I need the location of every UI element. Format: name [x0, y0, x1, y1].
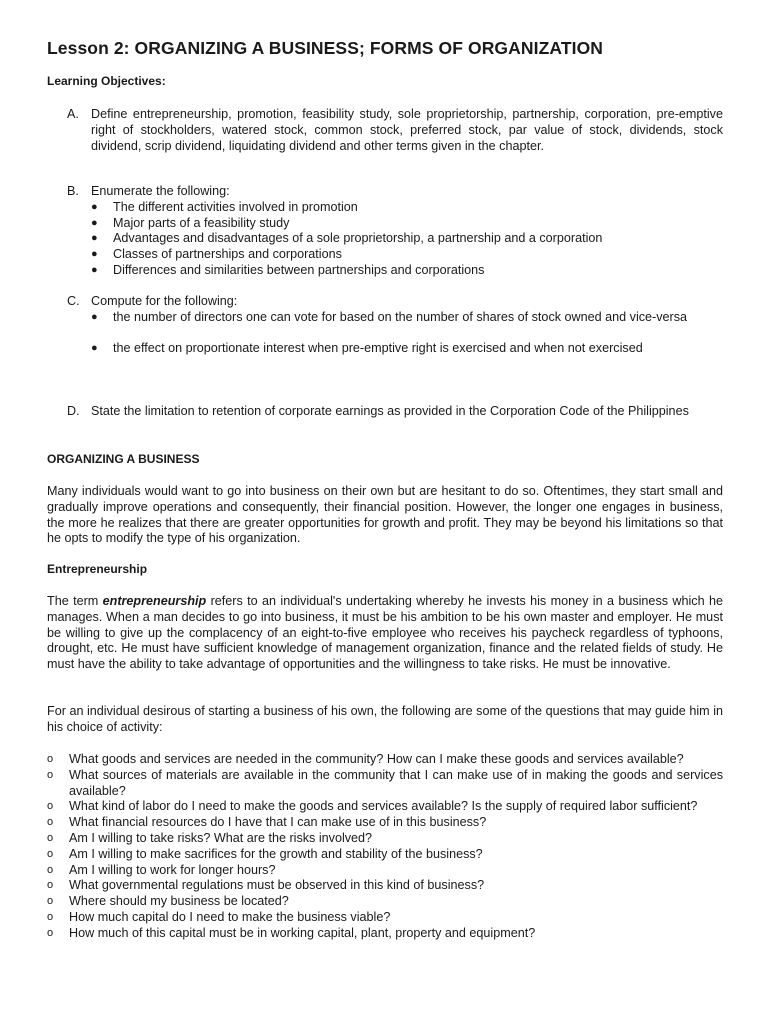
- question-item: [47, 926, 723, 942]
- circle-bullet-icon: o: [47, 800, 54, 813]
- question-text: What kind of labor do I need to make the goods and services available? Is the supply of required labor sufficient?: [69, 799, 698, 814]
- objective-text: Enumerate the following:: [91, 184, 230, 198]
- question-item: [47, 768, 723, 800]
- question-text: How much capital do I need to make the business viable?: [69, 909, 391, 924]
- objective-d: [47, 404, 723, 420]
- question-text: What sources of materials are available in the community that I can make use of in making the goods and services available?: [69, 767, 723, 798]
- defined-term: entrepreneurship: [102, 594, 207, 608]
- question-text: What financial resources do I have that I can make use of in this business?: [69, 815, 487, 830]
- objective-a: [47, 107, 723, 154]
- circle-bullet-icon: o: [47, 879, 54, 892]
- bullet-text: Major parts of a feasibility study: [113, 215, 290, 230]
- bullet-text: the number of directors one can vote for based on the number of shares of stock owned and vice-versa: [113, 309, 688, 324]
- circle-bullet-icon: o: [47, 831, 54, 844]
- para-text: refers to an individual's undertaking whereby he invests his money in a business which he manages. When a man decides to go into business, it must be his ambition to be his own master and employer. He must be willing to give up the complacency of an eight-to-five employee who receives his paycheck regardless of typhoons, drought, etc. He must have sufficient knowledge of management organization, finance and the related fields of study. He must have the ability to take advantage of opportunities and the willingness to take risks. He must be innovative.: [47, 594, 723, 672]
- bullet-text: The different activities involved in promotion: [113, 199, 358, 214]
- circle-bullet-icon: o: [47, 753, 54, 765]
- question-item: [47, 863, 723, 879]
- objectives-heading: Learning Objectives:: [47, 74, 166, 88]
- question-text: What goods and services are needed in the community? How can I make these goods and services available?: [69, 752, 684, 766]
- list-item: [91, 341, 723, 357]
- question-text: Am I willing to work for longer hours?: [69, 862, 276, 877]
- bullet-text: Classes of partnerships and corporations: [113, 247, 342, 262]
- questions-intro: For an individual desirous of starting a business of his own, the following are some of the questions that may guide him in his choice of activity:: [47, 704, 723, 734]
- questions-list: [47, 752, 723, 942]
- question-item: [47, 831, 723, 847]
- question-text: What governmental regulations must be observed in this kind of business?: [69, 878, 485, 893]
- question-item: [47, 752, 723, 768]
- circle-bullet-icon: o: [47, 847, 54, 860]
- circle-bullet-icon: o: [47, 816, 54, 829]
- objective-text: State the limitation to retention of corporate earnings as provided in the Corporation Code of the Philippines: [91, 404, 689, 418]
- objective-b: [47, 184, 723, 279]
- circle-bullet-icon: o: [47, 926, 54, 939]
- question-item: [47, 894, 723, 910]
- question-item: [47, 878, 723, 894]
- question-text: Where should my business be located?: [69, 894, 289, 909]
- objective-letter: D.: [67, 404, 80, 418]
- organizing-heading: ORGANIZING A BUSINESS: [47, 452, 200, 466]
- question-text: Am I willing to take risks? What are the risks involved?: [69, 830, 373, 845]
- lesson-title: Lesson 2: ORGANIZING A BUSINESS; FORMS OF ORGANIZATION: [47, 38, 604, 58]
- objective-letter: C.: [67, 294, 80, 308]
- list-item: [91, 200, 723, 216]
- bullet-icon: ●: [91, 232, 98, 245]
- circle-bullet-icon: o: [47, 863, 54, 876]
- bullet-icon: ●: [91, 200, 98, 213]
- list-item: [91, 216, 723, 232]
- bullet-icon: ●: [91, 263, 98, 276]
- question-item: [47, 910, 723, 926]
- question-item: [47, 815, 723, 831]
- entrepreneurship-paragraph: [47, 594, 723, 673]
- entrepreneurship-heading: Entrepreneurship: [47, 562, 148, 576]
- bullet-icon: ●: [91, 216, 98, 229]
- circle-bullet-icon: o: [47, 768, 54, 781]
- circle-bullet-icon: o: [47, 895, 54, 908]
- bullet-text: Advantages and disadvantages of a sole proprietorship, a partnership and a corporation: [113, 231, 603, 246]
- objective-text: Compute for the following:: [91, 294, 238, 308]
- organizing-paragraph: Many individuals would want to go into business on their own but are hesitant to do so. Oftentimes, they start small and gradually improve operations and consequently, their financial position. However, the longer one engages in business, the more he realizes that there are greater opportunities for growth and profit. They may be beyond his limitations so that he opts to modify the type of his organization.: [47, 484, 723, 546]
- objective-letter: A.: [67, 107, 79, 121]
- list-item: [91, 231, 723, 247]
- list-item: [91, 310, 723, 326]
- bullet-text: the effect on proportionate interest when pre-emptive right is exercised and when not exercised: [113, 341, 643, 356]
- list-item: [91, 247, 723, 263]
- para-text: The term: [47, 594, 103, 608]
- bullet-icon: ●: [91, 342, 98, 355]
- objective-c: [47, 294, 723, 357]
- bullet-text: Differences and similarities between partnerships and corporations: [113, 262, 485, 277]
- list-item: [91, 263, 723, 279]
- question-item: [47, 799, 723, 815]
- bullet-icon: ●: [91, 310, 98, 323]
- objective-text: Define entrepreneurship, promotion, feasibility study, sole proprietorship, partnership, corporation, pre-emptive right of stockholders, watered stock, common stock, preferred stock, par value of stock, dividends, stock dividend, scrip dividend, liquidating dividend and other terms given in the chapter.: [91, 107, 723, 153]
- circle-bullet-icon: o: [47, 910, 54, 923]
- question-text: Am I willing to make sacrifices for the growth and stability of the business?: [69, 846, 483, 861]
- question-item: [47, 847, 723, 863]
- objective-letter: B.: [67, 184, 79, 198]
- bullet-icon: ●: [91, 248, 98, 261]
- question-text: How much of this capital must be in working capital, plant, property and equipment?: [69, 925, 536, 940]
